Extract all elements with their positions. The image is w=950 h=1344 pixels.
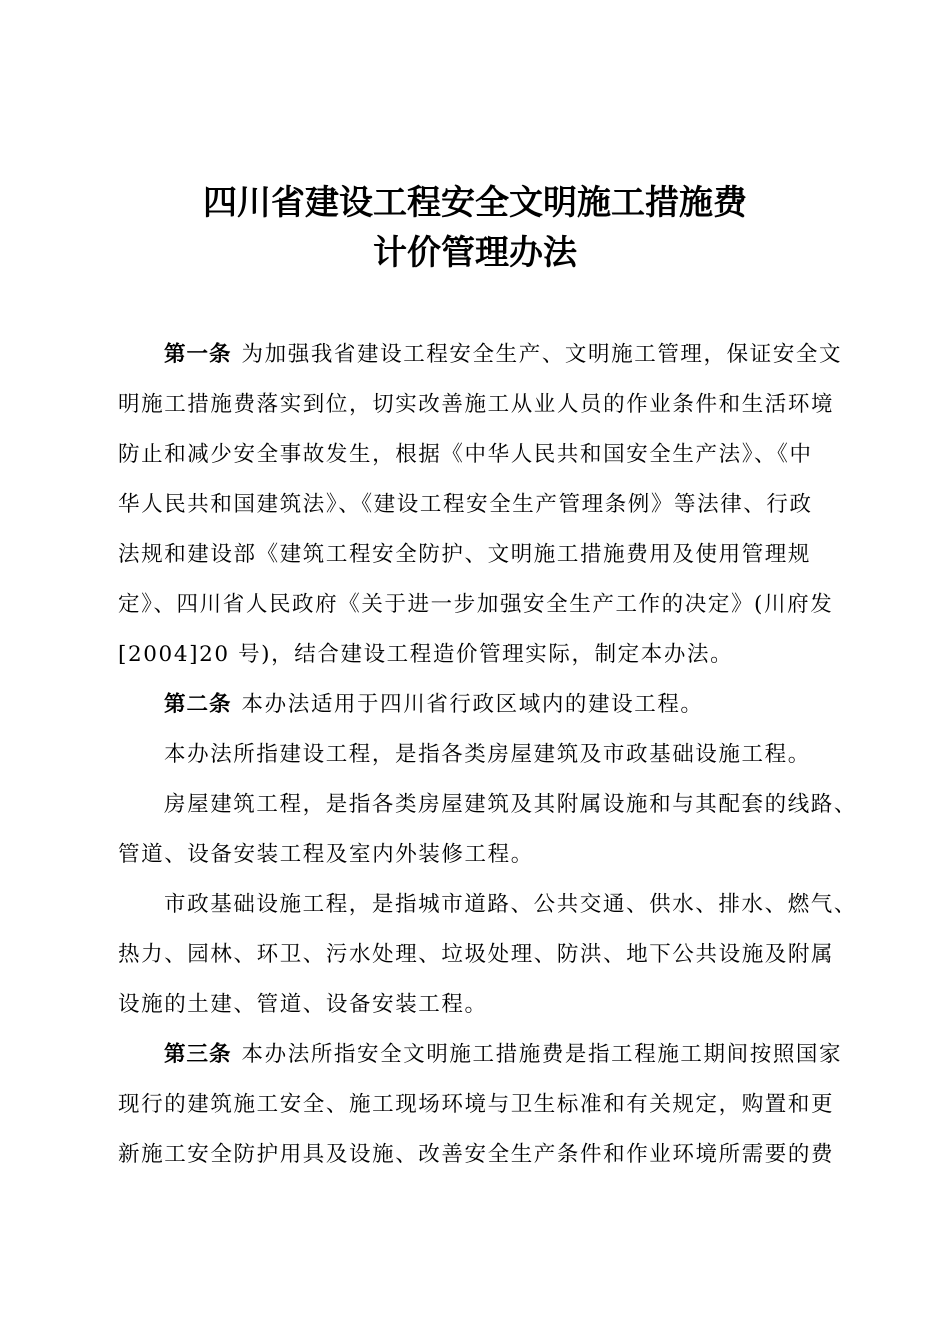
article-3-label: 第三条 xyxy=(164,1042,232,1067)
article-1-line: [2004]20 号)，结合建设工程造价管理实际，制定本办法。 xyxy=(118,642,734,667)
paragraph-line: 设施的土建、管道、设备安装工程。 xyxy=(118,992,488,1017)
paragraph-housing-definition xyxy=(118,780,858,880)
title-line-2: 计价管理办法 xyxy=(373,233,577,273)
article-1-line: 明施工措施费落实到位，切实改善施工从业人员的作业条件和生活环境 xyxy=(118,392,835,417)
text-line xyxy=(118,1030,843,1080)
article-1-line: 防止和减少安全事故发生，根据《中华人民共和国安全生产法》、《中 xyxy=(118,442,813,467)
article-2-line: 本办法适用于四川省行政区域内的建设工程。 xyxy=(241,692,704,717)
paragraph-construction-definition xyxy=(118,730,840,780)
paragraph-municipal-definition xyxy=(118,880,858,1030)
article-2 xyxy=(118,680,840,730)
text-line xyxy=(118,680,840,730)
article-1 xyxy=(118,330,843,680)
document-title xyxy=(0,178,950,278)
article-2-label: 第二条 xyxy=(164,692,232,717)
text-line xyxy=(118,330,843,380)
article-3 xyxy=(118,1030,843,1180)
article-1-line: 华人民共和国建筑法》、《建设工程安全生产管理条例》等法律、行政 xyxy=(118,492,813,517)
paragraph-line: 管道、设备安装工程及室内外装修工程。 xyxy=(118,842,534,867)
paragraph-line: 房屋建筑工程，是指各类房屋建筑及其附属设施和与其配套的线路、 xyxy=(164,792,858,817)
title-line-1: 四川省建设工程安全文明施工措施费 xyxy=(203,183,747,223)
article-3-line: 现行的建筑施工安全、施工现场环境与卫生标准和有关规定，购置和更 xyxy=(118,1092,835,1117)
paragraph-line: 市政基础设施工程，是指城市道路、公共交通、供水、排水、燃气、 xyxy=(164,892,858,917)
paragraph-line: 热力、园林、环卫、污水处理、垃圾处理、防洪、地下公共设施及附属 xyxy=(118,942,835,967)
article-3-line: 新施工安全防护用具及设施、改善安全生产条件和作业环境所需要的费 xyxy=(118,1142,835,1167)
article-1-line: 法规和建设部《建筑工程安全防护、文明施工措施费用及使用管理规 xyxy=(118,542,812,567)
article-1-label: 第一条 xyxy=(164,342,232,367)
article-3-line: 本办法所指安全文明施工措施费是指工程施工期间按照国家 xyxy=(241,1042,843,1067)
document-body xyxy=(118,330,858,1180)
article-1-line: 为加强我省建设工程安全生产、文明施工管理，保证安全文 xyxy=(241,342,843,367)
article-1-line: 定》、四川省人民政府《关于进一步加强安全生产工作的决定》(川府发 xyxy=(118,592,834,617)
paragraph-line: 本办法所指建设工程，是指各类房屋建筑及市政基础设施工程。 xyxy=(164,742,811,767)
